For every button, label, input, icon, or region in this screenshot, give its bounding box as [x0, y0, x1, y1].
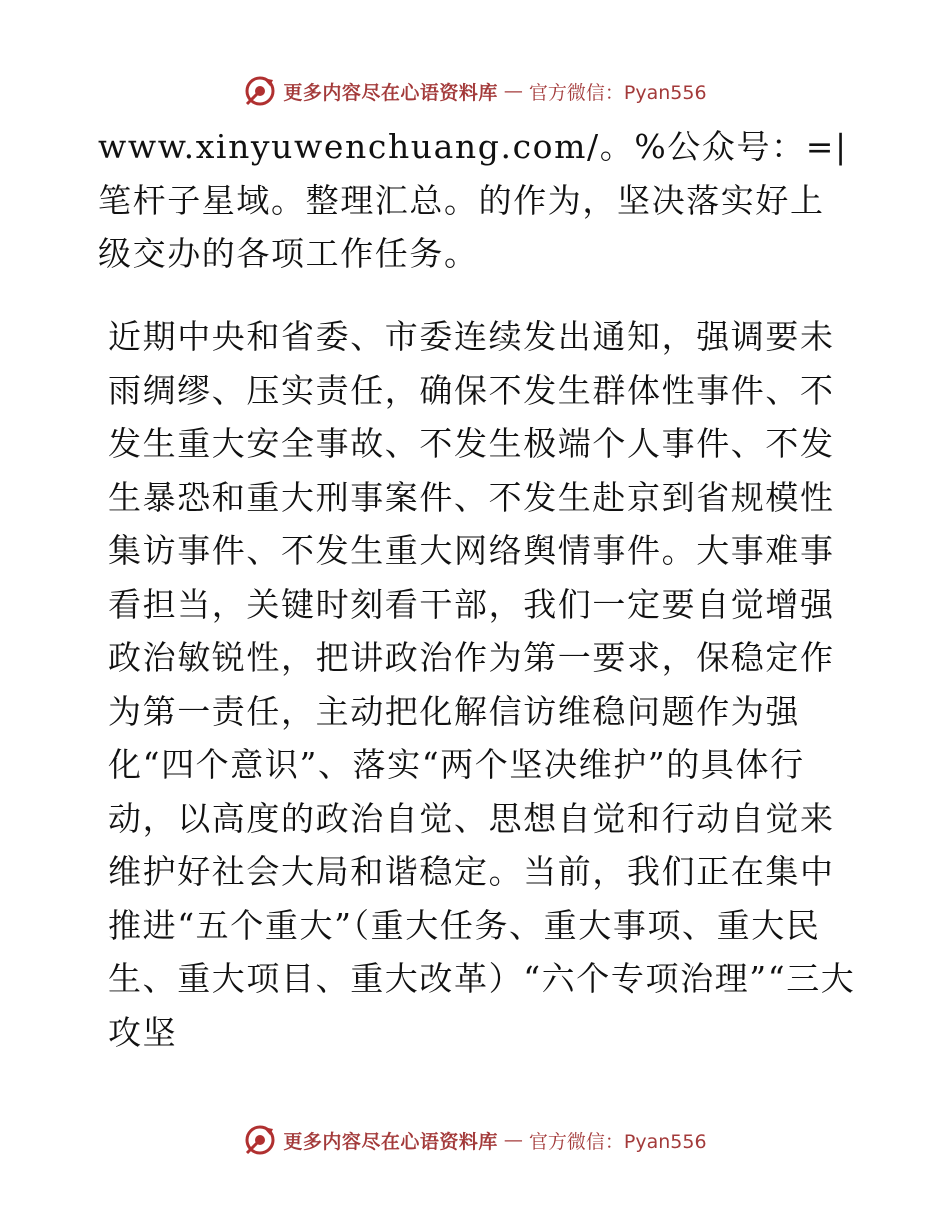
header-banner-separator: — — [503, 80, 523, 102]
header-banner-text: 更多内容尽在心语资料库 — [283, 81, 498, 104]
header-wechat-label: 官方微信：Pyan556 — [528, 81, 707, 104]
header-banner — [0, 71, 950, 111]
paragraph-1: www.xinyuwenchuang.com/。%公众号：=|笔杆子星域。整理汇总。的作为，坚决落实好上级交办的各项工作任务。 — [98, 127, 848, 273]
pen-logo-icon — [243, 74, 277, 108]
pen-logo-icon — [243, 1123, 277, 1157]
paragraph-2: 近期中央和省委、市委连续发出通知，强调要未雨绸缪、压实责任，确保不发生群体性事件、不发生重大安全事故、不发生极端个人事件、不发生暴恐和重大刑事案件、不发生赴京到省规模性集访事件、不发生重大网络舆情事件。大事难事看担当，关键时刻看干部，我们一定要自觉增强政治敏锐性，把讲政治作为第一要求，保稳定作为第一责任，主动把化解信访维稳问题作为强化“四个意识”、落实“两个坚决维护”的具体行动，以高度的政治自觉、思想自觉和行动自觉来维护好社会大局和谐稳定。当前，我们正在集中推进“五个重大”（重大任务、重大事项、重大民生、重大项目、重大改革）“六个专项治理”“三大攻坚 — [108, 317, 856, 1052]
footer-wechat-label: 官方微信：Pyan556 — [528, 1130, 707, 1153]
footer-banner — [0, 1120, 950, 1160]
footer-banner-text: 更多内容尽在心语资料库 — [283, 1130, 498, 1153]
footer-banner-separator: — — [503, 1129, 523, 1151]
